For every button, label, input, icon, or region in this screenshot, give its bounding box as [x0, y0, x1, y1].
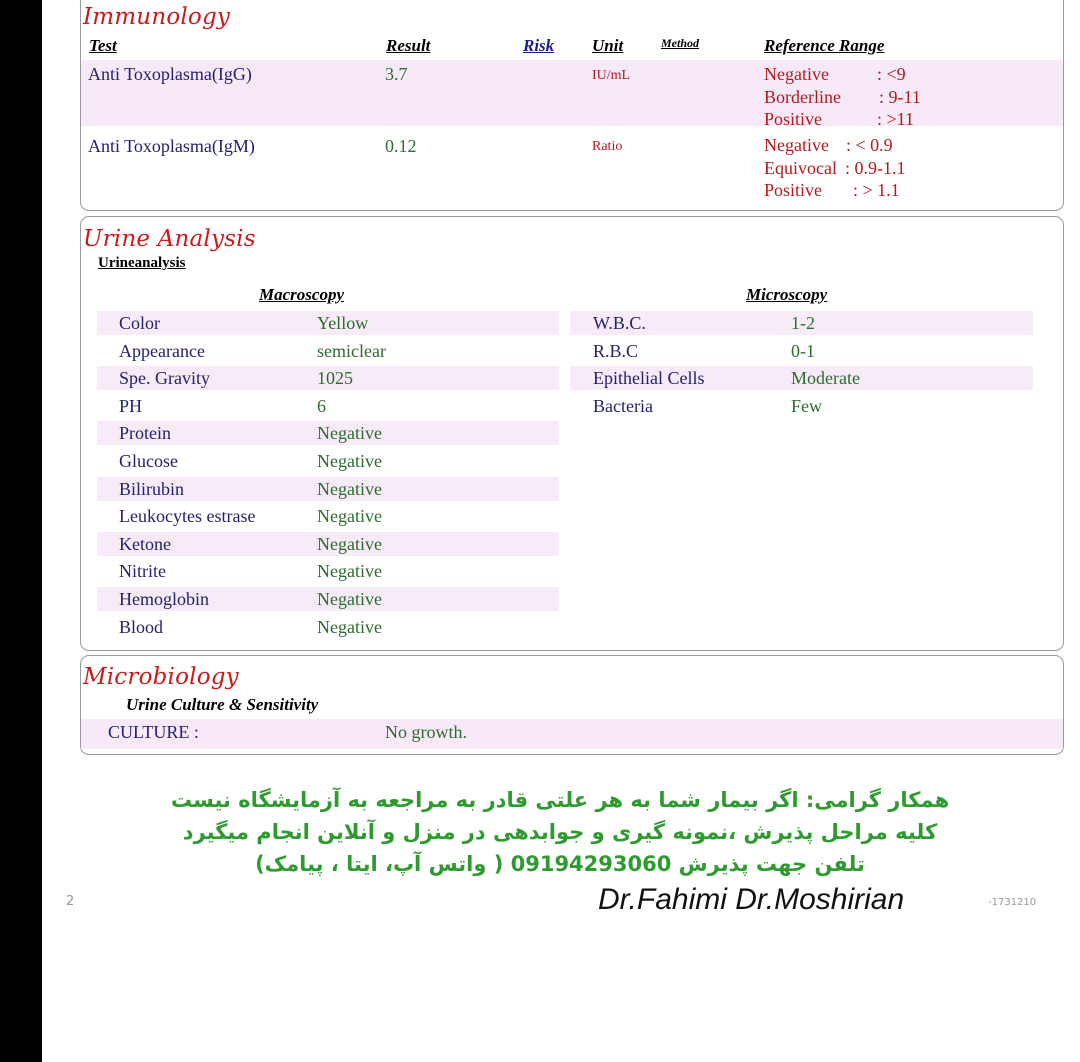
urine-param-value: Few — [791, 395, 822, 416]
urine-param-name: W.B.C. — [593, 313, 646, 333]
urine-param-value: Negative — [317, 451, 382, 471]
notice-line-3: تلفن جهت پذیرش 09194293060 ( واتس آپ، ایتا ، پیامک) — [255, 852, 865, 876]
ref-value: : <9 — [877, 64, 906, 84]
header-result: Result — [386, 36, 431, 55]
ref-value: : >11 — [877, 109, 914, 129]
culture-subtitle: Urine Culture & Sensitivity — [126, 695, 319, 714]
urine-param-value: Negative — [317, 478, 382, 499]
header-test: Test — [89, 36, 117, 55]
urine-param-value: Negative — [317, 533, 382, 554]
urine-param-name: Protein — [119, 423, 171, 444]
culture-value: No growth. — [385, 722, 467, 742]
urine-param-name: Color — [119, 313, 161, 333]
urine-param-name: Glucose — [119, 451, 178, 471]
urine-analysis-section — [80, 216, 1064, 651]
header-risk: Risk — [523, 36, 555, 55]
ref-label: Equivocal — [764, 158, 837, 178]
urine-analysis-title: Urine Analysis — [83, 226, 256, 252]
urine-param-name: Hemoglobin — [119, 589, 209, 609]
urine-param-value: Negative — [317, 506, 382, 527]
urine-param-value: 1-2 — [791, 313, 815, 333]
urine-param-name: Nitrite — [119, 561, 166, 582]
header-reference-range: Reference Range — [764, 36, 885, 55]
ref-label: Positive — [764, 109, 823, 129]
report-code: -1731210 — [988, 897, 1037, 908]
urine-param-value: semiclear — [317, 340, 386, 361]
header-unit: Unit — [592, 36, 624, 55]
test-name-igm: Anti Toxoplasma(IgM) — [88, 136, 255, 156]
result-igg: 3.7 — [385, 64, 408, 84]
urine-param-value: Yellow — [317, 313, 369, 333]
urine-param-value: Negative — [317, 561, 382, 582]
urine-param-name: Ketone — [119, 533, 171, 554]
unit-igm: Ratio — [592, 139, 623, 154]
ref-label: Borderline — [764, 87, 841, 107]
microbiology-section — [80, 655, 1064, 755]
urine-param-value: 0-1 — [791, 340, 815, 361]
urine-param-name: Spe. Gravity — [119, 368, 210, 389]
result-igm: 0.12 — [385, 136, 417, 156]
urine-param-name: PH — [119, 395, 143, 416]
urine-param-name: Bacteria — [593, 395, 653, 416]
notice-line-1: همکار گرامی: اگر بیمار شما به هر علتی قادر به مراجعه به آزمایشگاه نیست — [170, 788, 950, 812]
microbiology-title: Microbiology — [83, 664, 239, 690]
unit-igg: IU/mL — [592, 68, 631, 83]
urine-param-value: Negative — [317, 616, 382, 637]
urine-param-name: Leukocytes estrase — [119, 506, 256, 527]
urine-param-value: Negative — [317, 423, 382, 444]
macroscopy-header: Macroscopy — [259, 285, 344, 304]
urine-param-name: Blood — [119, 616, 164, 637]
row-highlight — [81, 719, 1063, 749]
urine-param-value: 1025 — [317, 368, 353, 389]
doctors-signature: Dr.Fahimi Dr.Moshirian — [598, 883, 905, 916]
header-method: Method — [661, 36, 700, 50]
urine-subtitle: Urineanalysis — [98, 255, 186, 271]
notice-line-2: کلیه مراحل پذیرش ،نمونه گیری و جوابدهی در منزل و آنلاین انجام میگیرد — [182, 820, 938, 844]
urine-param-value: Moderate — [791, 368, 860, 389]
ref-value: : 9-11 — [879, 87, 921, 107]
ref-value: : 0.9-1.1 — [845, 158, 906, 178]
urine-param-value: Negative — [317, 589, 382, 609]
urine-param-value: 6 — [317, 395, 326, 416]
ref-value: : < 0.9 — [846, 135, 893, 155]
urine-param-name: Appearance — [119, 340, 205, 361]
ref-label: Negative — [764, 135, 829, 155]
ref-label: Negative — [764, 64, 829, 84]
ref-value: : > 1.1 — [853, 180, 900, 200]
test-name-igg: Anti Toxoplasma(IgG) — [88, 64, 252, 84]
immunology-section — [80, 0, 1064, 211]
ref-label: Positive — [764, 180, 823, 200]
urine-param-name: Bilirubin — [119, 478, 185, 499]
urine-param-name: R.B.C — [593, 340, 639, 361]
immunology-title: Immunology — [83, 4, 231, 30]
microscopy-header: Microscopy — [746, 285, 828, 304]
urine-param-name: Epithelial Cells — [593, 368, 705, 389]
left-black-margin — [0, 0, 42, 1062]
culture-label: CULTURE : — [108, 722, 199, 742]
page-number: 2 — [66, 894, 75, 909]
